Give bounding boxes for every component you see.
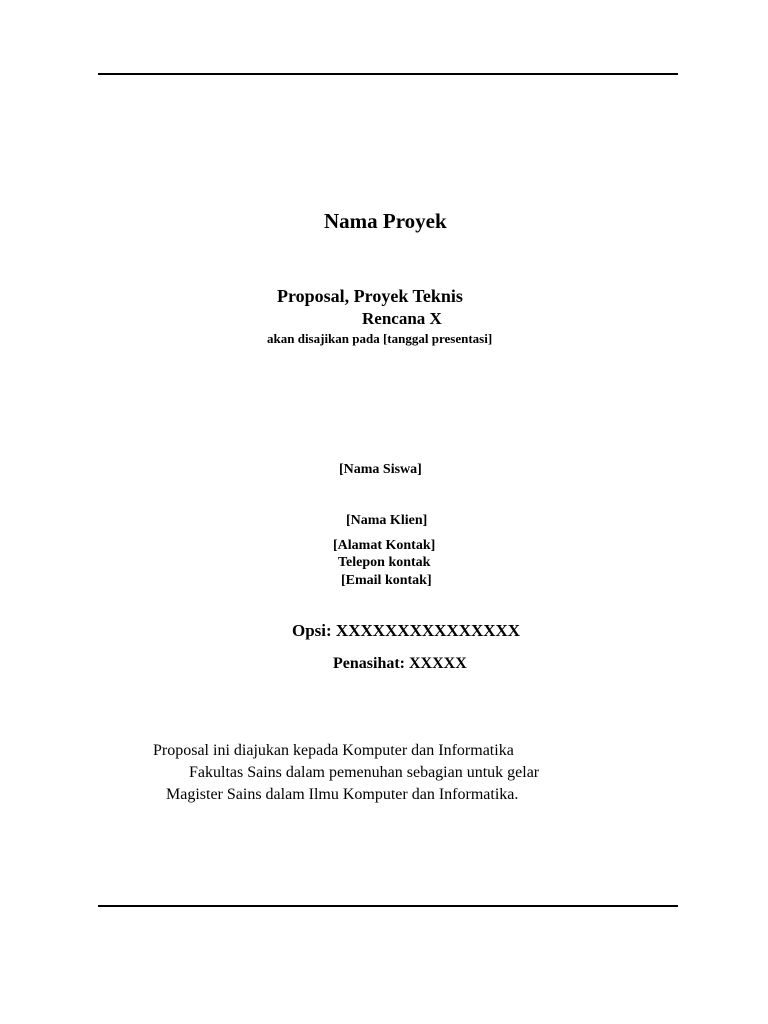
contact-email: [Email kontak] xyxy=(341,573,432,588)
statement-line-3: Magister Sains dalam Ilmu Komputer dan Informatika. xyxy=(166,786,519,803)
proposal-subtitle: Proposal, Proyek Teknis xyxy=(277,286,463,306)
statement-line-1: Proposal ini diajukan kepada Komputer dan Informatika xyxy=(153,742,514,759)
top-rule xyxy=(98,73,678,75)
client-name: [Nama Klien] xyxy=(346,513,428,528)
option-line: Opsi: XXXXXXXXXXXXXXX xyxy=(292,621,521,640)
advisor-line: Penasihat: XXXXX xyxy=(333,655,467,672)
plan-label: Rencana X xyxy=(362,309,442,328)
project-title: Nama Proyek xyxy=(324,209,447,233)
contact-phone: Telepon kontak xyxy=(338,555,431,570)
bottom-rule xyxy=(98,905,678,907)
student-name: [Nama Siswa] xyxy=(339,462,422,477)
presentation-note: akan disajikan pada [tanggal presentasi] xyxy=(267,331,493,346)
statement-line-2: Fakultas Sains dalam pemenuhan sebagian untuk gelar xyxy=(189,764,540,781)
contact-address: [Alamat Kontak] xyxy=(333,538,436,553)
